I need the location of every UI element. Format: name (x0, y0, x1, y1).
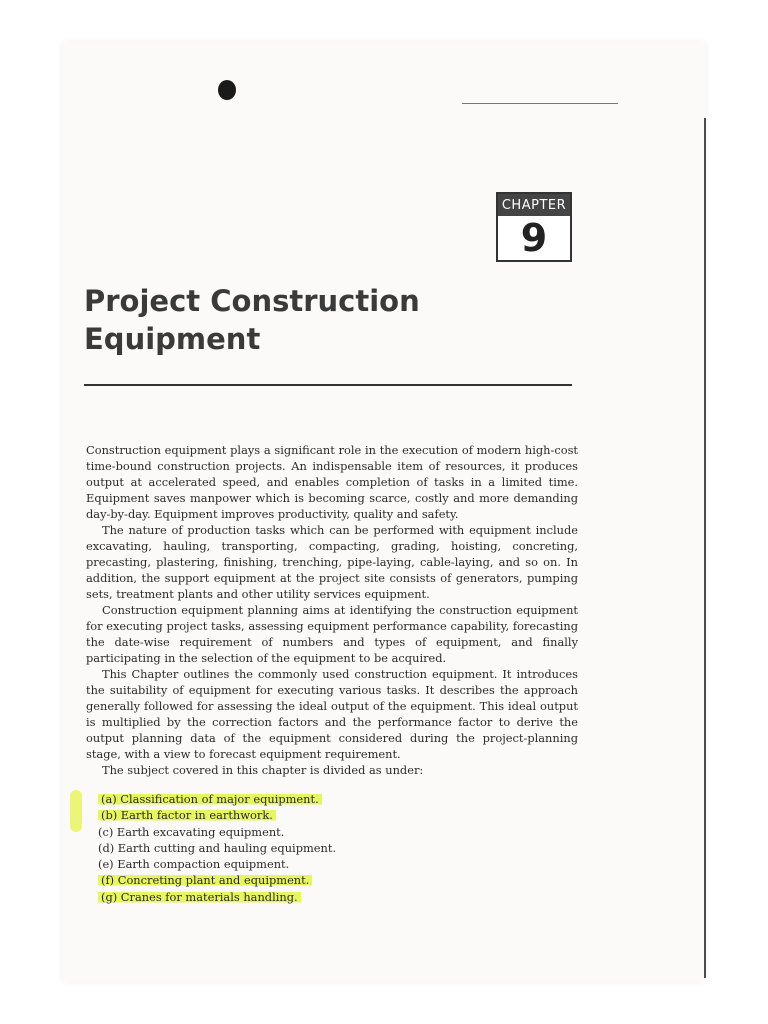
list-item (98, 807, 498, 823)
paragraph-3: Construction equipment planning aims at identifying the construction equipment for executing project tasks, assessing equipment performance capability, forecasting the date-wise requirement of numbers and types of equipment, and finally participating in the selection of the equipment to be acquired. (86, 603, 578, 665)
list-item (98, 856, 498, 872)
page-edge-shadow (704, 118, 706, 978)
title-underline (84, 384, 572, 386)
chapter-title-line-2: Equipment (84, 322, 261, 356)
chapter-number: 9 (520, 216, 548, 260)
list-item-text: (g) Cranes for materials handling. (98, 890, 301, 904)
list-item-text: (e) Earth compaction equipment. (98, 857, 290, 872)
list-item-text: (f) Concreting plant and equipment. (98, 873, 312, 887)
list-item-text: (b) Earth factor in earthwork. (98, 808, 276, 822)
topics-list (98, 791, 498, 905)
paragraph-5: The subject covered in this chapter is divided as under: (102, 763, 424, 777)
body-text (86, 442, 578, 778)
chapter-badge (496, 192, 572, 262)
paragraph-1: Construction equipment plays a significant role in the execution of modern high-cost time-bound construction projects. An indispensable item of resources, it produces output at accelerated speed, and enables completion of tasks in a limited time. Equipment saves manpower which is becoming scarce, costly and more demanding day-by-day. Equipment improves productivity, quality and safety. (86, 443, 578, 521)
list-item-text: (c) Earth excavating equipment. (98, 824, 285, 839)
list-item-text: (d) Earth cutting and hauling equipment. (98, 840, 337, 855)
chapter-label: CHAPTER (498, 194, 570, 216)
list-item (98, 824, 498, 840)
paragraph-4: This Chapter outlines the commonly used construction equipment. It introduces the suitability of equipment for executing various tasks. It describes the approach generally followed for assessing the ideal output of the equipment. This ideal output is multiplied by the correction factors and the performance factor to derive the output planning data of the equipment considered during the project-planning stage, with a view to forecast equipment requirement. (86, 667, 578, 761)
list-item (98, 840, 498, 856)
punch-hole-mark (218, 80, 236, 100)
chapter-title-line-1: Project Construction (84, 284, 420, 318)
list-item-text: (a) Classification of major equipment. (98, 792, 322, 806)
list-item (98, 889, 498, 905)
header-rule (462, 103, 618, 104)
chapter-title (84, 282, 504, 358)
list-item (98, 872, 498, 888)
highlighter-mark (70, 790, 82, 832)
paragraph-2: The nature of production tasks which can be performed with equipment include excavating, hauling, transporting, compacting, grading, hoisting, concreting, precasting, plastering, finishing, trenching, pipe-laying, cable-laying, and so on. In addition, the support equipment at the project site consists of generators, pumping sets, treatment plants and other utility services equipment. (86, 523, 578, 601)
list-item (98, 791, 498, 807)
